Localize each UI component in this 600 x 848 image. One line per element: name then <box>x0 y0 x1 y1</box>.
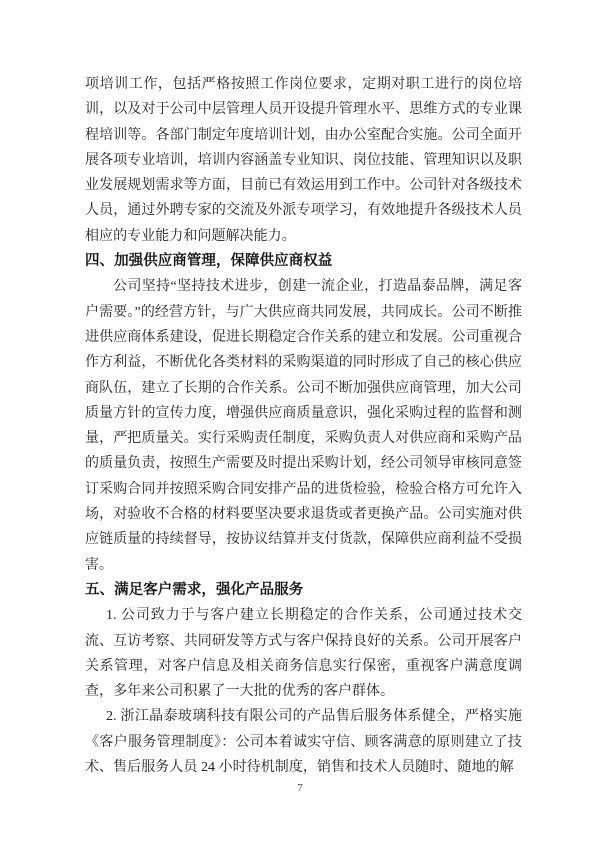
paragraph-supplier-management: 公司坚持“坚持技术进步，创建一流企业，打造晶泰品牌，满足客户需要。”的经营方针，与广大供应商共同发展，共同成长。公司不断推进供应商体系建设，促进长期稳定合作关系的建立和发展。公司重视合作方利益，不断优化各类材料的采购渠道的同时形成了自己的核心供应商队伍，建立了长期的合作关系。公司不断加强供应商管理，加大公司质量方针的宣传力度，增强供应商质量意识，强化采购过程的监督和测量，严把质量关。实行采购责任制度，采购负责人对供应商和采购产品的质量负责，按照生产需要及时提出采购计划，经公司领导审核同意签订采购合同并按照采购合同安排产品的进货检验，检验合格方可允许入场，对验收不合格的材料要坚决要求退货或者更换产品。公司实施对供应链质量的持续督导，按协议结算并支付货款，保障供应商利益不受损害。 <box>85 279 522 573</box>
page-number: 7 <box>297 782 303 794</box>
paragraph-training-continuation: 项培训工作，包括严格按照工作岗位要求，定期对职工进行的岗位培训，以及对于公司中层管理人员开设提升管理水平、思维方式的专业课程培训等。各部门制定年度培训计划，由办公室配合实施。公司全面开展各项专业培训，培训内容涵盖专业知识、岗位技能、管理知识以及职业发展规划需求等方面，目前已有效运用到工作中。公司针对各级技术人员，通过外聘专家的交流及外派专项学习，有效地提升各级技术人员相应的专业能力和问题解决能力。 <box>85 77 522 244</box>
page-body <box>85 72 522 780</box>
paragraph-after-sales-service: 2. 浙江晶泰玻璃科技有限公司的产品售后服务体系健全，严格实施《客户服务管理制度》：公司本着诚实守信、顾客满意的原则建立了技术、售后服务人员 24 小时待机制度，销售和技术人员随时、随地的解 <box>85 709 522 776</box>
paragraph-customer-relations: 1. 公司致力于与客户建立长期稳定的合作关系，公司通过技术交流、互访考察、共同研发等方式与客户保持良好的关系。公司开展客户关系管理，对客户信息及相关商务信息实行保密，重视客户满意度调查，多年来公司积累了一大批的优秀的客户群体。 <box>85 608 522 700</box>
section-heading-supplier-management: 四、加强供应商管理，保障供应商权益 <box>85 253 333 270</box>
section-heading-customer-service: 五、满足客户需求，强化产品服务 <box>85 581 304 598</box>
